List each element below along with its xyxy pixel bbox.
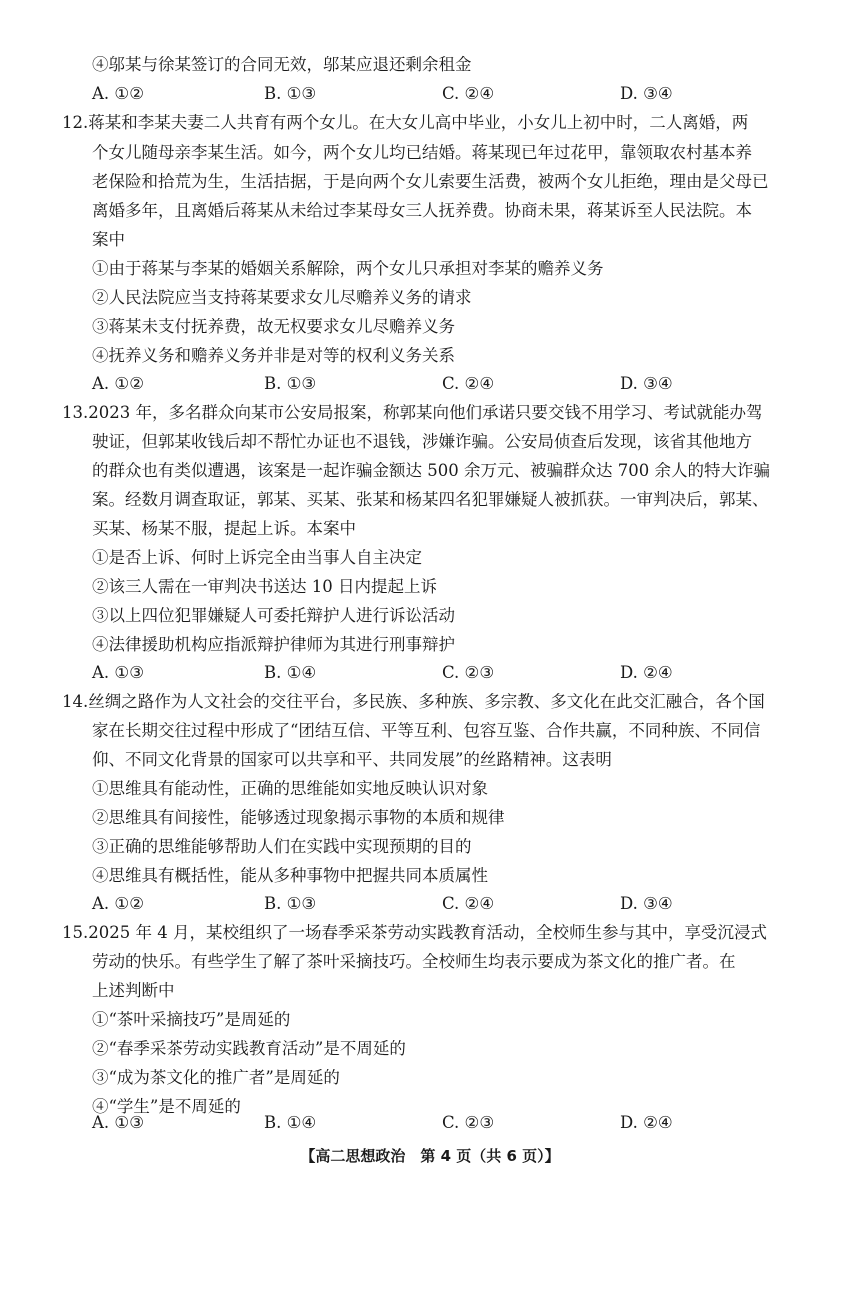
- q15-option-c: C. ②③: [442, 1113, 495, 1132]
- page-footer: 【高二思想政治 第 4 页（共 6 页）】: [300, 1147, 560, 1165]
- q11-option-b: B. ①③: [264, 84, 317, 103]
- q11-option-a: A. ①②: [92, 84, 144, 103]
- q12-stem-line: 老保险和拾荒为生，生活拮据，于是向两个女儿索要生活费，被两个女儿拒绝，理由是父母已: [92, 172, 769, 191]
- q13-stem-line: 案。经数月调查取证，郭某、买某、张某和杨某四名犯罪嫌疑人被抓获。一审判决后，郭某、: [92, 490, 769, 509]
- q13-statement-3: ③以上四位犯罪嫌疑人可委托辩护人进行诉讼活动: [92, 606, 455, 625]
- q15-statement-4: ④“学生”是不周延的: [92, 1097, 241, 1116]
- q12-option-c: C. ②④: [442, 374, 495, 393]
- q15-statement-1: ①“茶叶采摘技巧”是周延的: [92, 1010, 291, 1029]
- q13-statement-1: ①是否上诉、何时上诉完全由当事人自主决定: [92, 548, 422, 567]
- q14-option-d: D. ③④: [620, 894, 673, 913]
- q14-options: [92, 893, 812, 915]
- q13-options: [92, 662, 812, 684]
- q15-stem-line: 15.2025 年 4 月，某校组织了一场春季采茶劳动实践教育活动，全校师生参与其中，享受沉浸式: [62, 923, 767, 942]
- q14-statement-3: ③正确的思维能够帮助人们在实践中实现预期的目的: [92, 837, 472, 856]
- q11-option-d: D. ③④: [620, 84, 673, 103]
- q13-stem-line: 13.2023 年，多名群众向某市公安局报案，称郭某向他们承诺只要交钱不用学习、考试就能办驾: [62, 403, 763, 422]
- q14-option-b: B. ①③: [264, 894, 317, 913]
- q14-option-c: C. ②④: [442, 894, 495, 913]
- q11-options: [92, 83, 812, 105]
- q15-option-a: A. ①③: [92, 1113, 144, 1132]
- q12-statement-3: ③蒋某未支付抚养费，故无权要求女儿尽赡养义务: [92, 317, 455, 336]
- q12-stem-line: 12.蒋某和李某夫妻二人共育有两个女儿。在大女儿高中毕业，小女儿上初中时，二人离婚，两: [62, 113, 749, 132]
- q12-statement-2: ②人民法院应当支持蒋某要求女儿尽赡养义务的请求: [92, 288, 472, 307]
- q15-options: [92, 1112, 812, 1134]
- q14-stem-line: 14.丝绸之路作为人文社会的交往平台，多民族、多种族、多宗教、多文化在此交汇融合，各个国: [62, 692, 765, 711]
- q13-option-b: B. ①④: [264, 663, 317, 682]
- q12-option-a: A. ①②: [92, 374, 144, 393]
- q14-statement-1: ①思维具有能动性，正确的思维能如实地反映认识对象: [92, 779, 488, 798]
- q13-stem-line: 买某、杨某不服，提起上诉。本案中: [92, 519, 356, 538]
- q15-option-d: D. ②④: [620, 1113, 673, 1132]
- q13-option-d: D. ②④: [620, 663, 673, 682]
- q11-option-c: C. ②④: [442, 84, 495, 103]
- q12-stem-line: 个女儿随母亲李某生活。如今，两个女儿均已结婚。蒋某现已年过花甲，靠领取农村基本养: [92, 143, 752, 162]
- q12-options: [92, 373, 812, 395]
- q13-stem-line: 驶证，但郭某收钱后却不帮忙办证也不退钱，涉嫌诈骗。公安局侦查后发现，该省其他地方: [92, 432, 752, 451]
- q15-statement-3: ③“成为茶文化的推广者”是周延的: [92, 1068, 340, 1087]
- q12-statement-4: ④抚养义务和赡养义务并非是对等的权利义务关系: [92, 346, 455, 365]
- q15-stem-line: 劳动的快乐。有些学生了解了茶叶采摘技巧。全校师生均表示要成为茶文化的推广者。在: [92, 952, 736, 971]
- q11-statement-4: ④邬某与徐某签订的合同无效，邬某应退还剩余租金: [92, 55, 472, 74]
- q13-stem-line: 的群众也有类似遭遇，该案是一起诈骗金额达 500 余万元、被骗群众达 700 余人的特大诈骗: [92, 461, 770, 480]
- q12-statement-1: ①由于蒋某与李某的婚姻关系解除，两个女儿只承担对李某的赡养义务: [92, 259, 604, 278]
- q14-option-a: A. ①②: [92, 894, 144, 913]
- q13-option-a: A. ①③: [92, 663, 144, 682]
- q12-stem-line: 离婚多年，且离婚后蒋某从未给过李某母女三人抚养费。协商未果，蒋某诉至人民法院。本: [92, 201, 752, 220]
- q13-statement-2: ②该三人需在一审判决书送达 10 日内提起上诉: [92, 577, 437, 596]
- q14-stem-line: 家在长期交往过程中形成了“团结互信、平等互利、包容互鉴、合作共赢，不同种族、不同信: [92, 721, 761, 740]
- q13-statement-4: ④法律援助机构应指派辩护律师为其进行刑事辩护: [92, 635, 455, 654]
- q12-option-b: B. ①③: [264, 374, 317, 393]
- q15-statement-2: ②“春季采茶劳动实践教育活动”是不周延的: [92, 1039, 406, 1058]
- q13-option-c: C. ②③: [442, 663, 495, 682]
- q12-option-d: D. ③④: [620, 374, 673, 393]
- q14-stem-line: 仰、不同文化背景的国家可以共享和平、共同发展”的丝路精神。这表明: [92, 750, 612, 769]
- q15-option-b: B. ①④: [264, 1113, 317, 1132]
- q14-statement-2: ②思维具有间接性，能够透过现象揭示事物的本质和规律: [92, 808, 505, 827]
- q15-stem-line: 上述判断中: [92, 981, 175, 1000]
- q12-stem-line: 案中: [92, 230, 125, 249]
- q14-statement-4: ④思维具有概括性，能从多种事物中把握共同本质属性: [92, 866, 488, 885]
